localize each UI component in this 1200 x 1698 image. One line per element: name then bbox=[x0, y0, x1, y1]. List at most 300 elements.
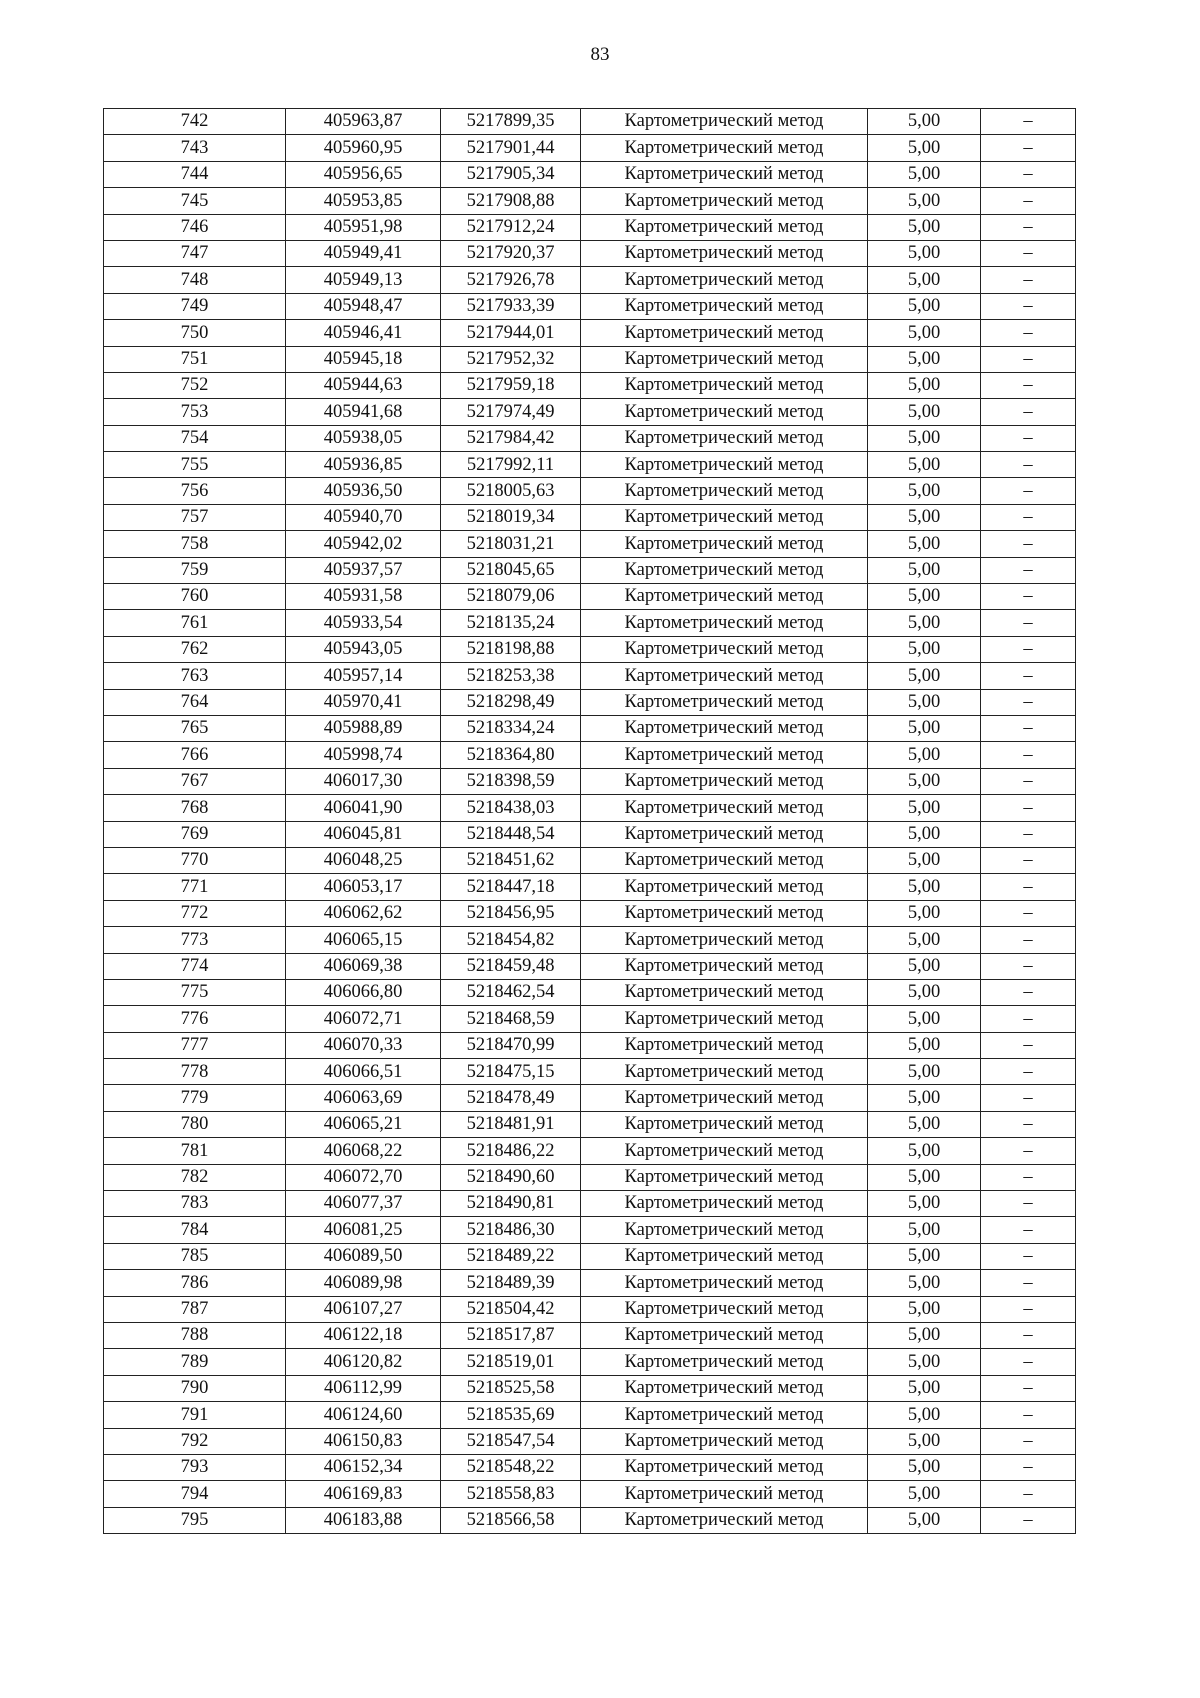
x-coordinate-cell: 405988,89 bbox=[286, 715, 441, 741]
description-cell: – bbox=[981, 293, 1076, 319]
description-cell: – bbox=[981, 109, 1076, 135]
method-cell: Картометрический метод bbox=[581, 715, 868, 741]
page-number: 83 bbox=[590, 44, 610, 65]
point-number-cell: 764 bbox=[104, 689, 286, 715]
point-number-cell: 773 bbox=[104, 927, 286, 953]
description-cell: – bbox=[981, 135, 1076, 161]
x-coordinate-cell: 405936,85 bbox=[286, 452, 441, 478]
point-number-cell: 787 bbox=[104, 1296, 286, 1322]
method-cell: Картометрический метод bbox=[581, 1111, 868, 1137]
y-coordinate-cell: 5218045,65 bbox=[441, 557, 581, 583]
method-cell: Картометрический метод bbox=[581, 927, 868, 953]
description-cell: – bbox=[981, 1032, 1076, 1058]
x-coordinate-cell: 406152,34 bbox=[286, 1454, 441, 1480]
point-number-cell: 772 bbox=[104, 900, 286, 926]
x-coordinate-cell: 405936,50 bbox=[286, 478, 441, 504]
description-cell: – bbox=[981, 1059, 1076, 1085]
description-cell: – bbox=[981, 1270, 1076, 1296]
accuracy-cell: 5,00 bbox=[868, 900, 981, 926]
method-cell: Картометрический метод bbox=[581, 214, 868, 240]
point-number-cell: 763 bbox=[104, 663, 286, 689]
method-cell: Картометрический метод bbox=[581, 584, 868, 610]
y-coordinate-cell: 5218490,60 bbox=[441, 1164, 581, 1190]
description-cell: – bbox=[981, 161, 1076, 187]
y-coordinate-cell: 5218448,54 bbox=[441, 821, 581, 847]
description-cell: – bbox=[981, 610, 1076, 636]
table-row bbox=[104, 1217, 1076, 1243]
point-number-cell: 755 bbox=[104, 452, 286, 478]
description-cell: – bbox=[981, 1507, 1076, 1533]
accuracy-cell: 5,00 bbox=[868, 1032, 981, 1058]
description-cell: – bbox=[981, 900, 1076, 926]
y-coordinate-cell: 5218519,01 bbox=[441, 1349, 581, 1375]
description-cell: – bbox=[981, 1375, 1076, 1401]
x-coordinate-cell: 406048,25 bbox=[286, 847, 441, 873]
table-row bbox=[104, 610, 1076, 636]
method-cell: Картометрический метод bbox=[581, 320, 868, 346]
accuracy-cell: 5,00 bbox=[868, 320, 981, 346]
table-row bbox=[104, 188, 1076, 214]
point-number-cell: 748 bbox=[104, 267, 286, 293]
x-coordinate-cell: 405945,18 bbox=[286, 346, 441, 372]
description-cell: – bbox=[981, 188, 1076, 214]
method-cell: Картометрический метод bbox=[581, 1217, 868, 1243]
accuracy-cell: 5,00 bbox=[868, 821, 981, 847]
point-number-cell: 789 bbox=[104, 1349, 286, 1375]
accuracy-cell: 5,00 bbox=[868, 979, 981, 1005]
method-cell: Картометрический метод bbox=[581, 425, 868, 451]
accuracy-cell: 5,00 bbox=[868, 1402, 981, 1428]
point-number-cell: 761 bbox=[104, 610, 286, 636]
x-coordinate-cell: 406107,27 bbox=[286, 1296, 441, 1322]
description-cell: – bbox=[981, 1481, 1076, 1507]
y-coordinate-cell: 5218481,91 bbox=[441, 1111, 581, 1137]
y-coordinate-cell: 5218135,24 bbox=[441, 610, 581, 636]
y-coordinate-cell: 5218517,87 bbox=[441, 1322, 581, 1348]
table-row bbox=[104, 1322, 1076, 1348]
description-cell: – bbox=[981, 1322, 1076, 1348]
description-cell: – bbox=[981, 267, 1076, 293]
method-cell: Картометрический метод bbox=[581, 161, 868, 187]
accuracy-cell: 5,00 bbox=[868, 1322, 981, 1348]
point-number-cell: 792 bbox=[104, 1428, 286, 1454]
description-cell: – bbox=[981, 1428, 1076, 1454]
method-cell: Картометрический метод bbox=[581, 293, 868, 319]
description-cell: – bbox=[981, 372, 1076, 398]
description-cell: – bbox=[981, 346, 1076, 372]
y-coordinate-cell: 5218468,59 bbox=[441, 1006, 581, 1032]
x-coordinate-cell: 405933,54 bbox=[286, 610, 441, 636]
x-coordinate-cell: 406065,21 bbox=[286, 1111, 441, 1137]
x-coordinate-cell: 406066,51 bbox=[286, 1059, 441, 1085]
x-coordinate-cell: 406062,62 bbox=[286, 900, 441, 926]
method-cell: Картометрический метод bbox=[581, 399, 868, 425]
y-coordinate-cell: 5217974,49 bbox=[441, 399, 581, 425]
point-number-cell: 765 bbox=[104, 715, 286, 741]
method-cell: Картометрический метод bbox=[581, 188, 868, 214]
y-coordinate-cell: 5217952,32 bbox=[441, 346, 581, 372]
accuracy-cell: 5,00 bbox=[868, 1481, 981, 1507]
point-number-cell: 795 bbox=[104, 1507, 286, 1533]
method-cell: Картометрический метод bbox=[581, 1191, 868, 1217]
description-cell: – bbox=[981, 1085, 1076, 1111]
x-coordinate-cell: 405940,70 bbox=[286, 504, 441, 530]
method-cell: Картометрический метод bbox=[581, 1085, 868, 1111]
method-cell: Картометрический метод bbox=[581, 109, 868, 135]
description-cell: – bbox=[981, 478, 1076, 504]
description-cell: – bbox=[981, 821, 1076, 847]
accuracy-cell: 5,00 bbox=[868, 135, 981, 161]
accuracy-cell: 5,00 bbox=[868, 1243, 981, 1269]
accuracy-cell: 5,00 bbox=[868, 109, 981, 135]
x-coordinate-cell: 406089,50 bbox=[286, 1243, 441, 1269]
accuracy-cell: 5,00 bbox=[868, 795, 981, 821]
y-coordinate-cell: 5218447,18 bbox=[441, 874, 581, 900]
point-number-cell: 769 bbox=[104, 821, 286, 847]
accuracy-cell: 5,00 bbox=[868, 161, 981, 187]
x-coordinate-cell: 405951,98 bbox=[286, 214, 441, 240]
y-coordinate-cell: 5218478,49 bbox=[441, 1085, 581, 1111]
method-cell: Картометрический метод bbox=[581, 1349, 868, 1375]
point-number-cell: 786 bbox=[104, 1270, 286, 1296]
method-cell: Картометрический метод bbox=[581, 531, 868, 557]
description-cell: – bbox=[981, 742, 1076, 768]
accuracy-cell: 5,00 bbox=[868, 689, 981, 715]
table-row bbox=[104, 1111, 1076, 1137]
description-cell: – bbox=[981, 1191, 1076, 1217]
point-number-cell: 746 bbox=[104, 214, 286, 240]
point-number-cell: 793 bbox=[104, 1454, 286, 1480]
method-cell: Картометрический метод bbox=[581, 1454, 868, 1480]
table-row bbox=[104, 320, 1076, 346]
table-row bbox=[104, 1349, 1076, 1375]
x-coordinate-cell: 406063,69 bbox=[286, 1085, 441, 1111]
point-number-cell: 762 bbox=[104, 636, 286, 662]
point-number-cell: 747 bbox=[104, 240, 286, 266]
point-number-cell: 781 bbox=[104, 1138, 286, 1164]
x-coordinate-cell: 406017,30 bbox=[286, 768, 441, 794]
x-coordinate-cell: 406077,37 bbox=[286, 1191, 441, 1217]
x-coordinate-cell: 406112,99 bbox=[286, 1375, 441, 1401]
method-cell: Картометрический метод bbox=[581, 1481, 868, 1507]
table-row bbox=[104, 1270, 1076, 1296]
accuracy-cell: 5,00 bbox=[868, 214, 981, 240]
table-row bbox=[104, 953, 1076, 979]
x-coordinate-cell: 406169,83 bbox=[286, 1481, 441, 1507]
x-coordinate-cell: 405931,58 bbox=[286, 584, 441, 610]
point-number-cell: 757 bbox=[104, 504, 286, 530]
accuracy-cell: 5,00 bbox=[868, 636, 981, 662]
method-cell: Картометрический метод bbox=[581, 1507, 868, 1533]
x-coordinate-cell: 406041,90 bbox=[286, 795, 441, 821]
x-coordinate-cell: 405946,41 bbox=[286, 320, 441, 346]
method-cell: Картометрический метод bbox=[581, 795, 868, 821]
description-cell: – bbox=[981, 1454, 1076, 1480]
accuracy-cell: 5,00 bbox=[868, 1454, 981, 1480]
y-coordinate-cell: 5218475,15 bbox=[441, 1059, 581, 1085]
table-row bbox=[104, 795, 1076, 821]
y-coordinate-cell: 5218459,48 bbox=[441, 953, 581, 979]
y-coordinate-cell: 5218547,54 bbox=[441, 1428, 581, 1454]
accuracy-cell: 5,00 bbox=[868, 584, 981, 610]
accuracy-cell: 5,00 bbox=[868, 267, 981, 293]
accuracy-cell: 5,00 bbox=[868, 953, 981, 979]
description-cell: – bbox=[981, 1006, 1076, 1032]
point-number-cell: 778 bbox=[104, 1059, 286, 1085]
point-number-cell: 768 bbox=[104, 795, 286, 821]
accuracy-cell: 5,00 bbox=[868, 557, 981, 583]
point-number-cell: 750 bbox=[104, 320, 286, 346]
table-row bbox=[104, 1006, 1076, 1032]
accuracy-cell: 5,00 bbox=[868, 188, 981, 214]
accuracy-cell: 5,00 bbox=[868, 715, 981, 741]
description-cell: – bbox=[981, 1296, 1076, 1322]
description-cell: – bbox=[981, 452, 1076, 478]
y-coordinate-cell: 5218470,99 bbox=[441, 1032, 581, 1058]
description-cell: – bbox=[981, 663, 1076, 689]
x-coordinate-cell: 406072,70 bbox=[286, 1164, 441, 1190]
x-coordinate-cell: 406120,82 bbox=[286, 1349, 441, 1375]
accuracy-cell: 5,00 bbox=[868, 1059, 981, 1085]
x-coordinate-cell: 405942,02 bbox=[286, 531, 441, 557]
y-coordinate-cell: 5218005,63 bbox=[441, 478, 581, 504]
point-number-cell: 774 bbox=[104, 953, 286, 979]
table-row bbox=[104, 1138, 1076, 1164]
point-number-cell: 775 bbox=[104, 979, 286, 1005]
accuracy-cell: 5,00 bbox=[868, 1507, 981, 1533]
accuracy-cell: 5,00 bbox=[868, 504, 981, 530]
method-cell: Картометрический метод bbox=[581, 1402, 868, 1428]
table-row bbox=[104, 979, 1076, 1005]
x-coordinate-cell: 406081,25 bbox=[286, 1217, 441, 1243]
y-coordinate-cell: 5217908,88 bbox=[441, 188, 581, 214]
description-cell: – bbox=[981, 320, 1076, 346]
accuracy-cell: 5,00 bbox=[868, 927, 981, 953]
y-coordinate-cell: 5217899,35 bbox=[441, 109, 581, 135]
table-body bbox=[104, 109, 1076, 1534]
method-cell: Картометрический метод bbox=[581, 1270, 868, 1296]
table-row bbox=[104, 874, 1076, 900]
x-coordinate-cell: 406150,83 bbox=[286, 1428, 441, 1454]
x-coordinate-cell: 406069,38 bbox=[286, 953, 441, 979]
table-row bbox=[104, 557, 1076, 583]
point-number-cell: 782 bbox=[104, 1164, 286, 1190]
table-row bbox=[104, 742, 1076, 768]
accuracy-cell: 5,00 bbox=[868, 1270, 981, 1296]
accuracy-cell: 5,00 bbox=[868, 610, 981, 636]
y-coordinate-cell: 5217992,11 bbox=[441, 452, 581, 478]
accuracy-cell: 5,00 bbox=[868, 1217, 981, 1243]
method-cell: Картометрический метод bbox=[581, 768, 868, 794]
y-coordinate-cell: 5218535,69 bbox=[441, 1402, 581, 1428]
description-cell: – bbox=[981, 425, 1076, 451]
y-coordinate-cell: 5218525,58 bbox=[441, 1375, 581, 1401]
description-cell: – bbox=[981, 1243, 1076, 1269]
table-row bbox=[104, 214, 1076, 240]
description-cell: – bbox=[981, 399, 1076, 425]
description-cell: – bbox=[981, 795, 1076, 821]
description-cell: – bbox=[981, 847, 1076, 873]
x-coordinate-cell: 406183,88 bbox=[286, 1507, 441, 1533]
y-coordinate-cell: 5217926,78 bbox=[441, 267, 581, 293]
accuracy-cell: 5,00 bbox=[868, 425, 981, 451]
y-coordinate-cell: 5218079,06 bbox=[441, 584, 581, 610]
description-cell: – bbox=[981, 768, 1076, 794]
x-coordinate-cell: 405943,05 bbox=[286, 636, 441, 662]
table-row bbox=[104, 531, 1076, 557]
table-row bbox=[104, 689, 1076, 715]
table-row bbox=[104, 293, 1076, 319]
accuracy-cell: 5,00 bbox=[868, 1428, 981, 1454]
y-coordinate-cell: 5218364,80 bbox=[441, 742, 581, 768]
point-number-cell: 767 bbox=[104, 768, 286, 794]
table-row bbox=[104, 267, 1076, 293]
table-row bbox=[104, 135, 1076, 161]
point-number-cell: 752 bbox=[104, 372, 286, 398]
x-coordinate-cell: 406065,15 bbox=[286, 927, 441, 953]
x-coordinate-cell: 405963,87 bbox=[286, 109, 441, 135]
accuracy-cell: 5,00 bbox=[868, 847, 981, 873]
x-coordinate-cell: 405941,68 bbox=[286, 399, 441, 425]
method-cell: Картометрический метод bbox=[581, 240, 868, 266]
x-coordinate-cell: 406070,33 bbox=[286, 1032, 441, 1058]
method-cell: Картометрический метод bbox=[581, 1164, 868, 1190]
x-coordinate-cell: 405948,47 bbox=[286, 293, 441, 319]
table-row bbox=[104, 1164, 1076, 1190]
description-cell: – bbox=[981, 874, 1076, 900]
table-row bbox=[104, 399, 1076, 425]
method-cell: Картометрический метод bbox=[581, 452, 868, 478]
point-number-cell: 770 bbox=[104, 847, 286, 873]
description-cell: – bbox=[981, 214, 1076, 240]
table-row bbox=[104, 847, 1076, 873]
table-row bbox=[104, 1243, 1076, 1269]
method-cell: Картометрический метод bbox=[581, 689, 868, 715]
x-coordinate-cell: 405949,41 bbox=[286, 240, 441, 266]
y-coordinate-cell: 5218019,34 bbox=[441, 504, 581, 530]
x-coordinate-cell: 405938,05 bbox=[286, 425, 441, 451]
x-coordinate-cell: 405953,85 bbox=[286, 188, 441, 214]
y-coordinate-cell: 5218454,82 bbox=[441, 927, 581, 953]
point-number-cell: 790 bbox=[104, 1375, 286, 1401]
point-number-cell: 744 bbox=[104, 161, 286, 187]
x-coordinate-cell: 405960,95 bbox=[286, 135, 441, 161]
y-coordinate-cell: 5218334,24 bbox=[441, 715, 581, 741]
x-coordinate-cell: 405970,41 bbox=[286, 689, 441, 715]
point-number-cell: 777 bbox=[104, 1032, 286, 1058]
table-row bbox=[104, 478, 1076, 504]
method-cell: Картометрический метод bbox=[581, 979, 868, 1005]
point-number-cell: 784 bbox=[104, 1217, 286, 1243]
point-number-cell: 754 bbox=[104, 425, 286, 451]
y-coordinate-cell: 5218504,42 bbox=[441, 1296, 581, 1322]
method-cell: Картометрический метод bbox=[581, 1059, 868, 1085]
accuracy-cell: 5,00 bbox=[868, 1191, 981, 1217]
y-coordinate-cell: 5217920,37 bbox=[441, 240, 581, 266]
point-number-cell: 776 bbox=[104, 1006, 286, 1032]
description-cell: – bbox=[981, 1111, 1076, 1137]
table-row bbox=[104, 1428, 1076, 1454]
x-coordinate-cell: 405937,57 bbox=[286, 557, 441, 583]
method-cell: Картометрический метод bbox=[581, 953, 868, 979]
point-number-cell: 779 bbox=[104, 1085, 286, 1111]
table-row bbox=[104, 821, 1076, 847]
method-cell: Картометрический метод bbox=[581, 742, 868, 768]
method-cell: Картометрический метод bbox=[581, 1006, 868, 1032]
description-cell: – bbox=[981, 1349, 1076, 1375]
table-row bbox=[104, 161, 1076, 187]
x-coordinate-cell: 405998,74 bbox=[286, 742, 441, 768]
table-row bbox=[104, 1296, 1076, 1322]
point-number-cell: 751 bbox=[104, 346, 286, 372]
y-coordinate-cell: 5218486,22 bbox=[441, 1138, 581, 1164]
accuracy-cell: 5,00 bbox=[868, 1375, 981, 1401]
y-coordinate-cell: 5217905,34 bbox=[441, 161, 581, 187]
table-row bbox=[104, 240, 1076, 266]
y-coordinate-cell: 5218462,54 bbox=[441, 979, 581, 1005]
method-cell: Картометрический метод bbox=[581, 1243, 868, 1269]
method-cell: Картометрический метод bbox=[581, 1375, 868, 1401]
method-cell: Картометрический метод bbox=[581, 1322, 868, 1348]
table-row bbox=[104, 768, 1076, 794]
table-row bbox=[104, 927, 1076, 953]
y-coordinate-cell: 5218489,22 bbox=[441, 1243, 581, 1269]
table-row bbox=[104, 372, 1076, 398]
y-coordinate-cell: 5218558,83 bbox=[441, 1481, 581, 1507]
table-row bbox=[104, 1507, 1076, 1533]
table-row bbox=[104, 1402, 1076, 1428]
method-cell: Картометрический метод bbox=[581, 610, 868, 636]
table-row bbox=[104, 1032, 1076, 1058]
accuracy-cell: 5,00 bbox=[868, 1296, 981, 1322]
y-coordinate-cell: 5218566,58 bbox=[441, 1507, 581, 1533]
point-number-cell: 791 bbox=[104, 1402, 286, 1428]
table-row bbox=[104, 584, 1076, 610]
point-number-cell: 766 bbox=[104, 742, 286, 768]
table-row bbox=[104, 1085, 1076, 1111]
point-number-cell: 749 bbox=[104, 293, 286, 319]
point-number-cell: 756 bbox=[104, 478, 286, 504]
y-coordinate-cell: 5218198,88 bbox=[441, 636, 581, 662]
table-row bbox=[104, 663, 1076, 689]
x-coordinate-cell: 406066,80 bbox=[286, 979, 441, 1005]
y-coordinate-cell: 5218548,22 bbox=[441, 1454, 581, 1480]
x-coordinate-cell: 405949,13 bbox=[286, 267, 441, 293]
description-cell: – bbox=[981, 240, 1076, 266]
method-cell: Картометрический метод bbox=[581, 874, 868, 900]
x-coordinate-cell: 405944,63 bbox=[286, 372, 441, 398]
accuracy-cell: 5,00 bbox=[868, 1111, 981, 1137]
y-coordinate-cell: 5218490,81 bbox=[441, 1191, 581, 1217]
description-cell: – bbox=[981, 689, 1076, 715]
point-number-cell: 742 bbox=[104, 109, 286, 135]
method-cell: Картометрический метод bbox=[581, 346, 868, 372]
accuracy-cell: 5,00 bbox=[868, 663, 981, 689]
accuracy-cell: 5,00 bbox=[868, 1006, 981, 1032]
description-cell: – bbox=[981, 504, 1076, 530]
point-number-cell: 745 bbox=[104, 188, 286, 214]
y-coordinate-cell: 5218298,49 bbox=[441, 689, 581, 715]
method-cell: Картометрический метод bbox=[581, 900, 868, 926]
method-cell: Картометрический метод bbox=[581, 1296, 868, 1322]
point-number-cell: 785 bbox=[104, 1243, 286, 1269]
table-row bbox=[104, 1481, 1076, 1507]
x-coordinate-cell: 406068,22 bbox=[286, 1138, 441, 1164]
method-cell: Картометрический метод bbox=[581, 663, 868, 689]
method-cell: Картометрический метод bbox=[581, 1138, 868, 1164]
y-coordinate-cell: 5217901,44 bbox=[441, 135, 581, 161]
accuracy-cell: 5,00 bbox=[868, 531, 981, 557]
